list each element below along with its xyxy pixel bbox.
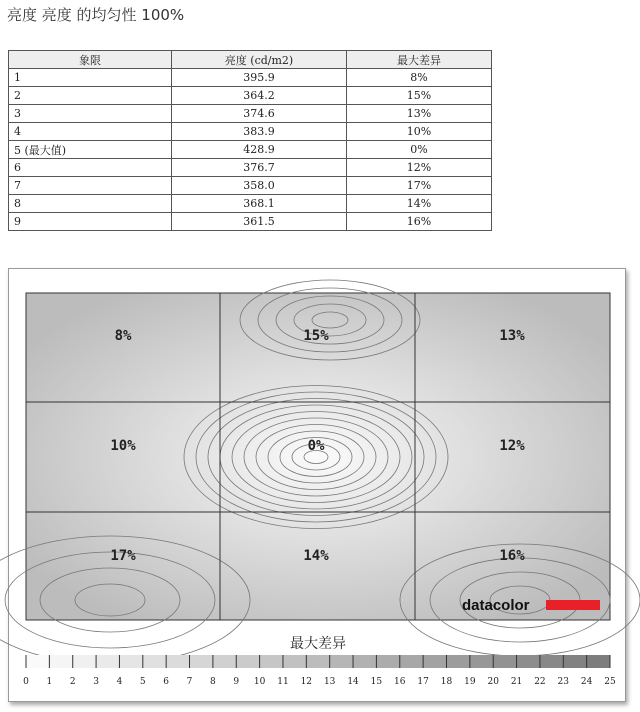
legend-tick-label: 5 [139,677,146,687]
table-cell: 1 [9,69,172,87]
legend-tick-label: 25 [604,677,616,687]
legend-swatch [540,655,563,668]
table-cell: 383.9 [172,123,347,141]
legend-swatch [587,655,610,668]
legend-swatch [213,655,236,668]
table-cell: 368.1 [172,195,347,213]
table-cell: 395.9 [172,69,347,87]
legend-tick-label: 24 [580,677,593,687]
legend-swatch [73,655,96,668]
legend-swatch [400,655,423,668]
legend-swatch [283,655,306,668]
cell-label: 15% [303,328,329,344]
legend-tick-label: 19 [464,677,476,687]
legend-swatch [26,655,49,668]
table-cell: 10% [347,123,492,141]
legend-tick-label: 1 [46,677,53,687]
cell-label: 16% [499,548,525,564]
legend-tick-label: 11 [277,677,289,687]
col-header: 亮度 (cd/m2) [172,51,347,69]
legend-swatch [330,655,353,668]
table-cell: 0% [347,141,492,159]
legend-tick-label: 4 [116,677,123,687]
table-cell: 16% [347,213,492,231]
legend-tick-label: 0 [23,677,29,687]
table-cell: 17% [347,177,492,195]
table-cell: 376.7 [172,159,347,177]
table-cell: 8% [347,69,492,87]
legend-title: 最大差异 [290,636,346,652]
table-cell: 2 [9,87,172,105]
table-cell: 361.5 [172,213,347,231]
legend-swatch [49,655,72,668]
legend-swatch [190,655,213,668]
legend-swatch [423,655,446,668]
table-cell: 358.0 [172,177,347,195]
legend-tick-label: 10 [253,677,266,687]
table-cell: 428.9 [172,141,347,159]
table-cell: 7 [9,177,172,195]
legend-tick-label: 22 [534,677,546,687]
table-cell: 364.2 [172,87,347,105]
legend-swatch [493,655,516,668]
col-header: 最大差异 [347,51,492,69]
table-cell: 14% [347,195,492,213]
legend-tick-label: 13 [323,677,336,687]
cell-label: 0% [307,438,325,454]
legend-swatch [376,655,399,668]
table-cell: 4 [9,123,172,141]
legend-tick-label: 7 [186,677,193,687]
logo-bar [546,600,600,610]
table-cell: 5 (最大值) [9,141,172,159]
legend-swatch [470,655,493,668]
legend-tick-label: 16 [394,677,406,687]
page-title: 亮度 亮度 的均匀性 100% [7,6,185,24]
legend-tick-label: 12 [300,677,313,687]
legend-swatch [119,655,142,668]
legend-swatch [236,655,259,668]
cell-label: 8% [114,328,132,344]
cell-label: 13% [499,328,525,344]
legend-tick-label: 21 [510,677,523,687]
legend-tick-label: 14 [347,677,359,687]
legend-swatch [517,655,540,668]
legend-swatch [306,655,329,668]
logo-text: datacolor [462,597,530,614]
legend-swatch [563,655,586,668]
legend-tick-label: 9 [233,677,240,687]
legend-tick-label: 6 [163,677,170,687]
cell-label: 10% [110,438,136,454]
legend-tick-label: 17 [417,677,429,687]
legend-tick-label: 3 [93,677,99,687]
cell-label: 14% [303,548,329,564]
legend-tick-label: 20 [487,677,499,687]
legend-tick-label: 15 [370,677,383,687]
legend-swatch [96,655,119,668]
table-cell: 13% [347,105,492,123]
legend-swatch [353,655,376,668]
table-cell: 6 [9,159,172,177]
table-cell: 9 [9,213,172,231]
table-cell: 8 [9,195,172,213]
cell-label: 17% [110,548,136,564]
legend-tick-label: 23 [557,677,570,687]
legend-swatch [260,655,283,668]
col-header: 象限 [9,51,172,69]
legend-swatch [166,655,189,668]
legend-tick-label: 18 [440,677,453,687]
legend-swatch [143,655,166,668]
legend-swatch [446,655,469,668]
cell-label: 12% [499,438,525,454]
table-cell: 15% [347,87,492,105]
legend-tick-label: 2 [69,677,76,687]
table-cell: 12% [347,159,492,177]
legend-tick-label: 8 [210,677,216,687]
table-cell: 374.6 [172,105,347,123]
table-cell: 3 [9,105,172,123]
